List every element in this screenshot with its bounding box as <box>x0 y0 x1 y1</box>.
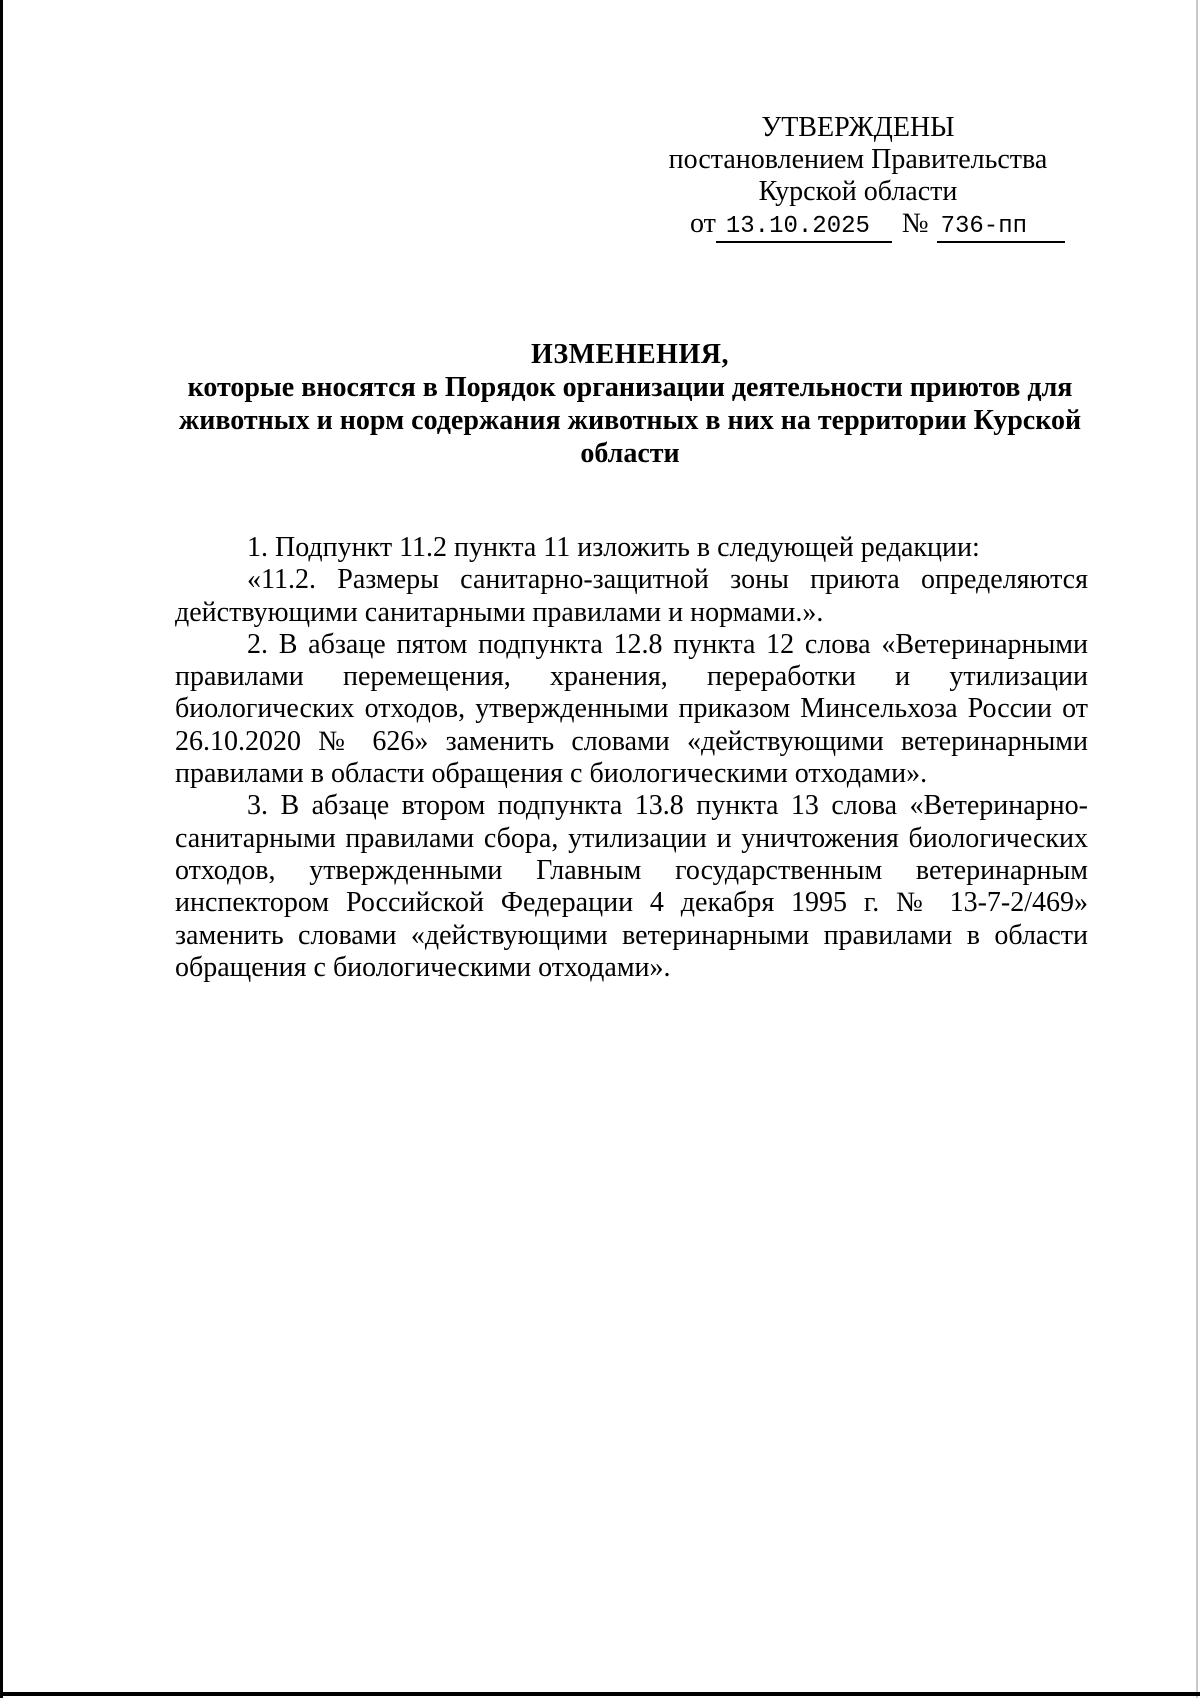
date-prefix: от <box>690 208 716 239</box>
document-title <box>170 338 1090 470</box>
title-subtitle: которые вносятся в Порядок организации деятельности приютов для животных и норм содержания животных в них на территории Курской области <box>178 372 1082 469</box>
approval-number: 736-пп <box>937 213 1065 243</box>
number-prefix: № <box>901 208 929 239</box>
approval-region: Курской области <box>758 176 958 207</box>
approval-heading: УТВЕРЖДЕНЫ <box>761 112 955 143</box>
scan-edge-left <box>0 0 3 1698</box>
scan-edge-bottom <box>0 1692 1200 1696</box>
approval-issuer: постановлением Правительства <box>668 144 1048 175</box>
approval-date: 13.10.2025 <box>716 213 892 243</box>
paragraph-3: 3. В абзаце втором подпункта 13.8 пункта 13 слова «Ветеринарно-санитарными правилами сбора, утилизации и уничтожения биологических отходов, утвержденными Главным государственным ветеринарным инспектором Российской Федерации 4 декабря 1995 г. № 13-7-2/469» заменить словами «действующими ветеринарными правилами в области обращения с биологическими отходами». <box>175 790 1088 983</box>
paragraph-1: 1. Подпункт 11.2 пункта 11 изложить в следующей редакции: <box>247 532 980 563</box>
paragraph-quote: «11.2. Размеры санитарно-защитной зоны приюта определяются действующими санитарными правилами и нормами.». <box>175 564 1088 628</box>
scan-edge-right <box>1196 0 1198 1698</box>
title-heading: ИЗМЕНЕНИЯ, <box>531 339 729 370</box>
approval-date-number-line <box>640 208 1076 243</box>
approval-block <box>640 112 1076 243</box>
paragraph-2: 2. В абзаце пятом подпункта 12.8 пункта 12 слова «Ветеринарными правилами перемещения, хранения, переработки и утилизации биологических отходов, утвержденными приказом Минсельхоза России от 26.10.2020 № 626» заменить словами «действующими ветеринарными правилами в области обращения с биологическими отходами». <box>175 628 1088 790</box>
document-body <box>175 532 1088 984</box>
